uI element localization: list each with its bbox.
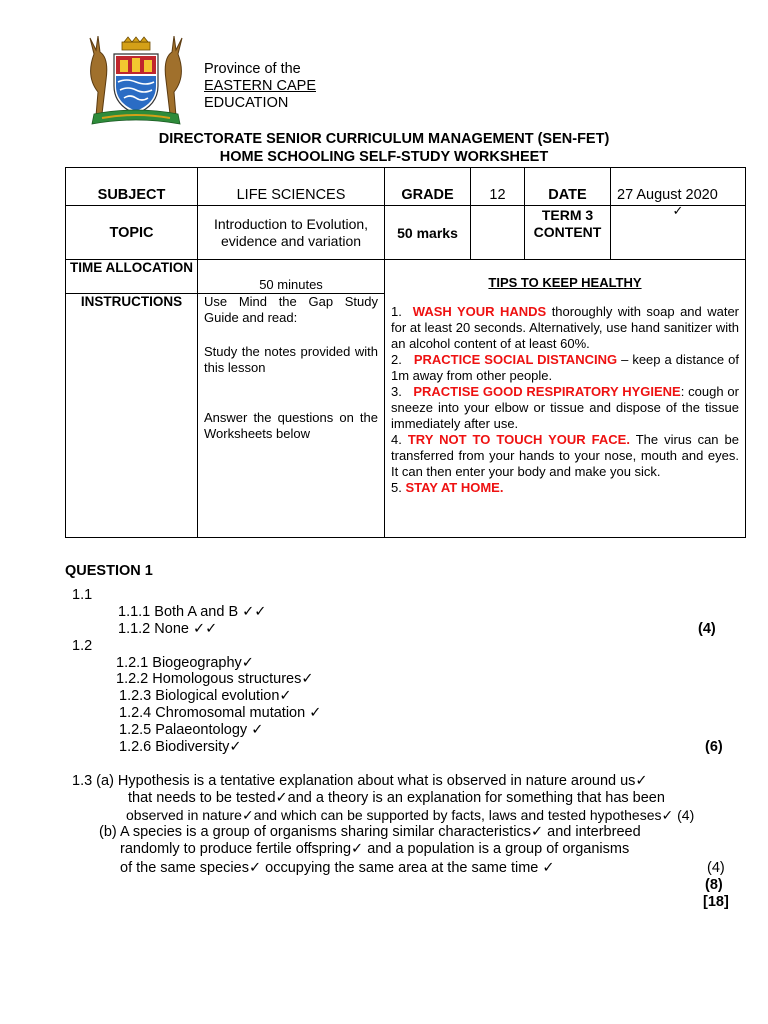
tip-item: 2. PRACTICE SOCIAL DISTANCING – keep a distance of 1m away from other people. <box>391 352 739 383</box>
instruction-1: Use Mind the Gap Study Guide and read: <box>204 294 378 325</box>
term-content: TERM 3 CONTENT <box>525 206 611 260</box>
empty-cell <box>471 206 525 260</box>
topic-label: TOPIC <box>66 206 198 260</box>
q1-2-5-answer: 1.2.5 Palaeontology ✓ <box>119 722 264 738</box>
tip-item: 3. PRACTISE GOOD RESPIRATORY HYGIENE: cough or sneeze into your elbow or tissue and dispose of the tissue immediately after use. <box>391 384 739 431</box>
question-1-total: [18] <box>703 894 729 910</box>
q1-2-4-answer: 1.2.4 Chromosomal mutation ✓ <box>119 705 322 721</box>
instructions-cell <box>198 294 385 538</box>
term-checkmark <box>611 203 746 260</box>
worksheet-info-table <box>65 167 746 538</box>
time-allocation-value: 50 minutes <box>198 260 385 294</box>
q1-3a-line-3: observed in nature✓and which can be supported by facts, laws and tested hypotheses✓ (4) <box>126 807 695 823</box>
q1-2-marks: (6) <box>705 739 723 755</box>
grade-value: 12 <box>471 168 525 206</box>
date-label: DATE <box>525 168 611 206</box>
subject-value: LIFE SCIENCES <box>198 168 385 206</box>
grade-label: GRADE <box>385 168 471 206</box>
q1-3-total: (8) <box>705 877 723 893</box>
q1-2-1-answer: 1.2.1 Biogeography✓ <box>116 655 254 671</box>
tips-title: TIPS TO KEEP HEALTHY <box>488 275 642 290</box>
date-value: 27 August 2020 <box>611 168 746 206</box>
worksheet-heading <box>0 130 768 166</box>
q1-3b-marks: (4) <box>707 860 725 876</box>
eastern-cape-coat-of-arms-icon <box>80 36 192 128</box>
instruction-2: Study the notes provided with this lesson <box>204 344 378 375</box>
q1-3a-line-2: that needs to be tested✓and a theory is an explanation for something that has been <box>128 790 665 806</box>
tips-cell <box>385 260 746 538</box>
tip-item: 1. WASH YOUR HANDS thoroughly with soap and water for at least 20 seconds. Alternatively, use hand sanitizer with an alcohol content of at least 60%. <box>391 304 739 351</box>
q1-1-2-answer: 1.1.2 None ✓✓ <box>118 621 218 637</box>
worksheet-title: HOME SCHOOLING SELF-STUDY WORKSHEET <box>219 149 549 165</box>
q1-1-1-answer: 1.1.1 Both A and B ✓✓ <box>118 604 267 620</box>
instruction-3: Answer the questions on the Worksheets below <box>204 410 378 441</box>
subject-label: SUBJECT <box>66 168 198 206</box>
marks-value: 50 marks <box>385 206 471 260</box>
checkmark-icon: ✓ <box>672 203 684 218</box>
instructions-label: INSTRUCTIONS <box>66 294 198 538</box>
q1-3b-line-2: randomly to produce fertile offspring✓ and a population is a group of organisms <box>120 841 630 857</box>
q1-1-label: 1.1 <box>72 587 93 603</box>
q1-2-label: 1.2 <box>72 638 93 654</box>
q1-1-marks: (4) <box>698 621 716 637</box>
q1-2-6-answer: 1.2.6 Biodiversity✓ <box>119 739 242 755</box>
question-1-title: QUESTION 1 <box>65 563 153 579</box>
tip-item: 4. TRY NOT TO TOUCH YOUR FACE. The virus can be transferred from your hands to your nose, mouth and eyes. It can then enter your body and make you sick. <box>391 432 739 479</box>
tips-list <box>385 304 745 496</box>
q1-3b-line-3: of the same species✓ occupying the same area at the same time ✓ <box>120 860 555 876</box>
q1-2-2-answer: 1.2.2 Homologous structures✓ <box>116 671 314 687</box>
time-allocation-label: TIME ALLOCATION <box>66 260 198 294</box>
province-line-1: Province of the <box>204 61 301 77</box>
directorate-title: DIRECTORATE SENIOR CURRICULUM MANAGEMENT (SEN-FET) <box>158 131 610 147</box>
topic-value: Introduction to Evolution, evidence and variation <box>198 206 385 260</box>
province-line-3: EDUCATION <box>204 95 289 111</box>
q1-3b-line-1: (b) A species is a group of organisms sharing similar characteristics✓ and interbreed <box>99 824 641 840</box>
q1-2-3-answer: 1.2.3 Biological evolution✓ <box>119 688 292 704</box>
province-name <box>204 61 316 112</box>
province-line-2: EASTERN CAPE <box>204 78 316 94</box>
q1-3a-line-1: 1.3 (a) Hypothesis is a tentative explanation about what is observed in nature around us✓ <box>72 773 648 789</box>
tip-item: 5. STAY AT HOME. <box>391 480 504 495</box>
